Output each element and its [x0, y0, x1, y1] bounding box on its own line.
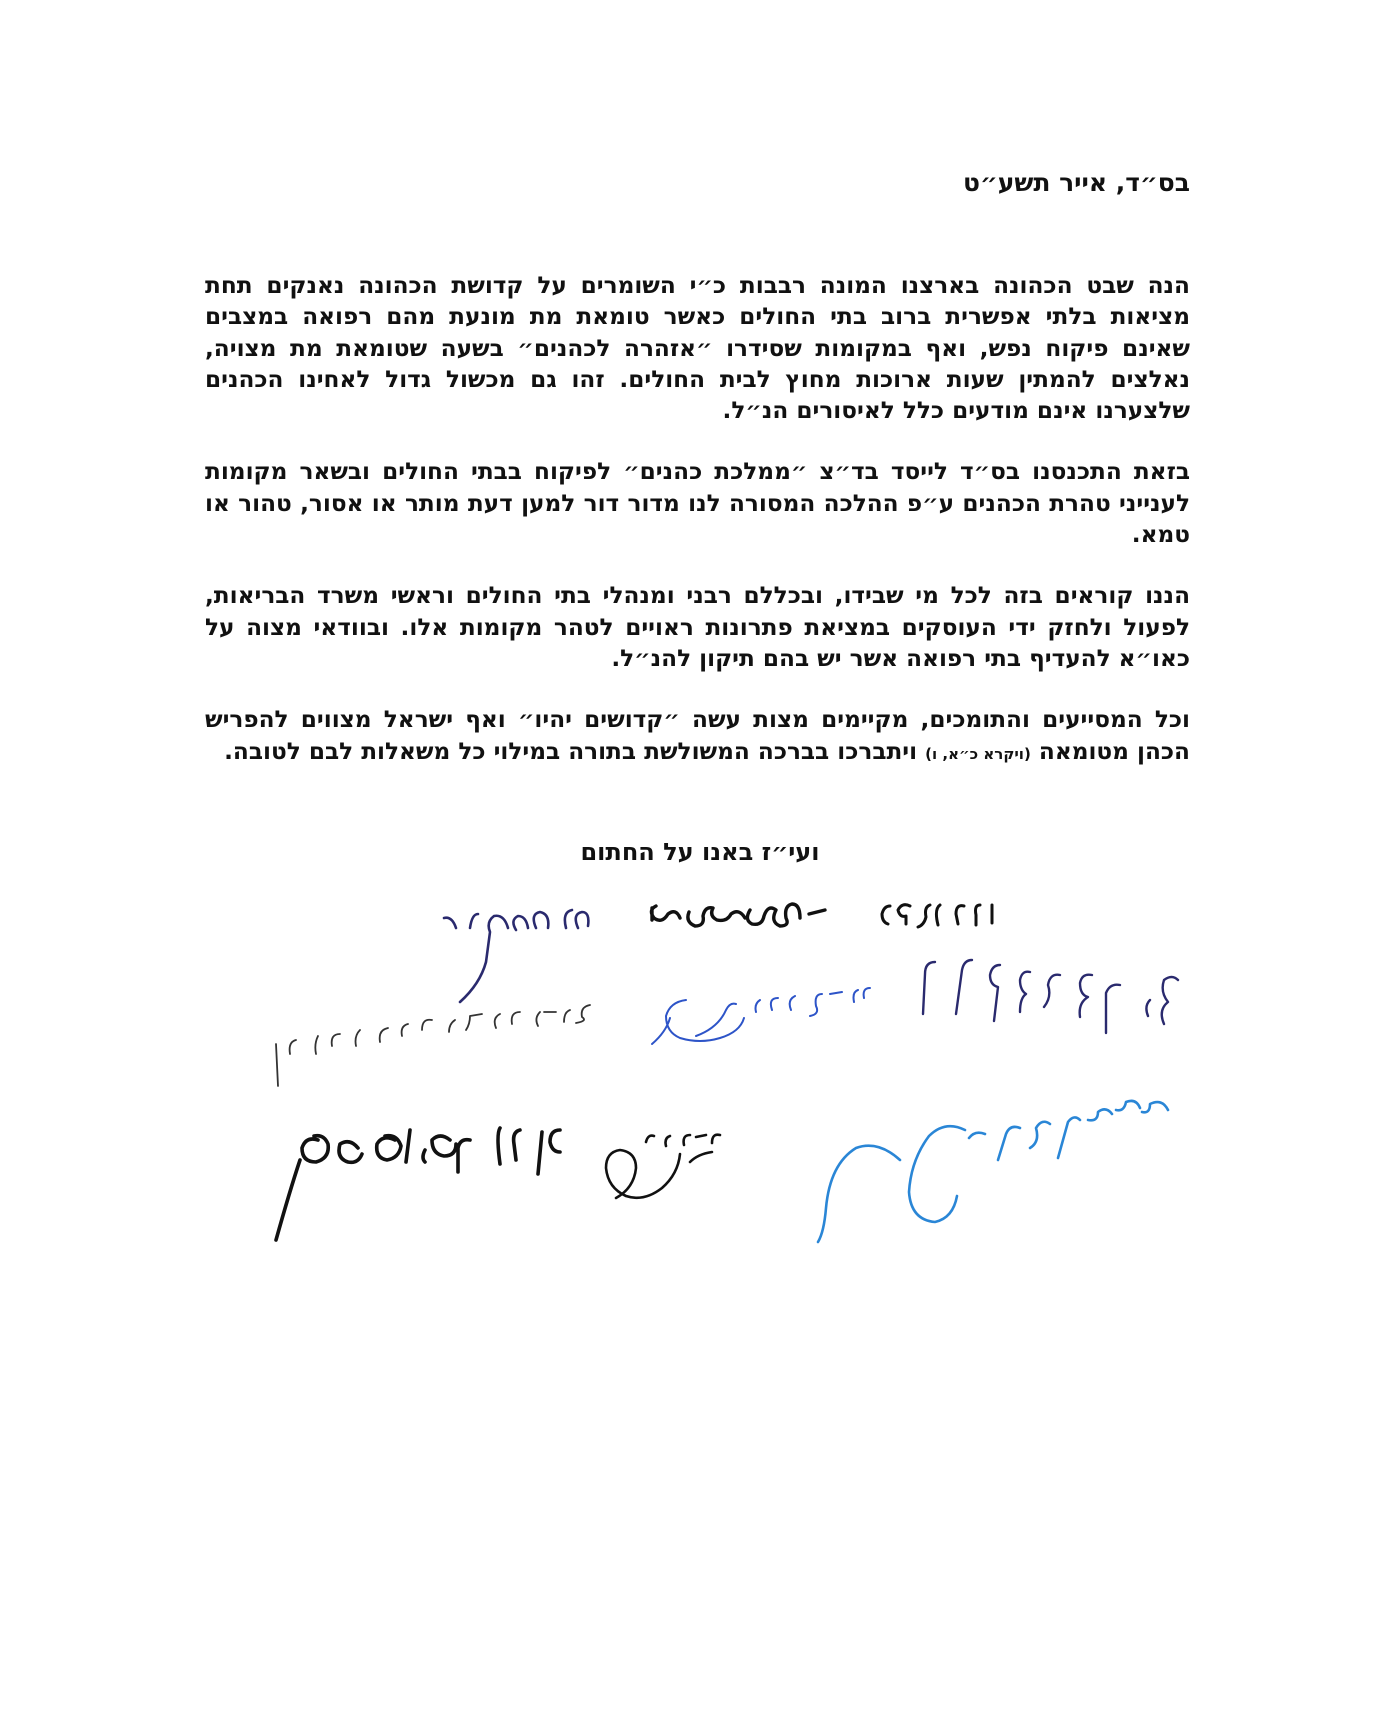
signature-4: [276, 1005, 590, 1086]
paragraph-4-text-b: ויתברכו בברכה המשולשת בתורה במילוי כל משאלות לבם לטובה.: [224, 737, 926, 765]
closing-line: ועי״ז באנו על החתום: [580, 838, 820, 866]
date-line: בס״ד, אייר תשע״ט: [963, 168, 1190, 197]
signature-3: [882, 905, 992, 927]
signature-1: [444, 910, 588, 1002]
paragraph-1: הנה שבט הכהונה בארצנו המונה רבבות כ״י השומרים על קדושת הכהונה נאנקים תחת מציאות בלתי אפשרית ברוב בתי החולים כאשר טומאת מת מונעת מהם רפואה במצבים שאינם פיקוח נפש, ואף במקומות שסידרו ״אזהרה לכהנים״ בשעה שטומאת מת מצויה, נאלצים להמתין שעות ארוכות מחוץ לבית החולים. זהו גם מכשול גדול לאחינו הכהנים שלצערנו אינם מודעים כלל לאיסורים הנ״ל.: [205, 272, 1190, 425]
signature-7: [276, 1128, 560, 1240]
signature-9: [818, 1101, 1168, 1242]
signature-2: [651, 904, 825, 926]
signature-6: [923, 960, 1178, 1033]
signature-8: [606, 1135, 720, 1198]
verse-reference: (ויקרא כ״א, ו): [925, 744, 1031, 763]
signature-5: [652, 988, 870, 1044]
paragraph-2: בזאת התכנסנו בס״ד לייסד בד״צ ״ממלכת כהנים״ לפיקוח בבתי החולים ובשאר מקומות לענייני טהרת הכהנים ע״פ ההלכה המסורה לנו מדור דור למען דעת מותר או אסור, טהור או טמא.: [205, 458, 1190, 549]
paragraph-4-text-a: וכל המסייעים והתומכים, מקיימים מצות עשה ״קדושים יהיו״ ואף ישראל מצווים להפריש הכהן מטומאה: [205, 706, 1190, 765]
paragraph-3: הננו קוראים בזה לכל מי שבידו, ובכללם רבני ומנהלי בתי החולים וראשי משרד הבריאות, לפעול ולחזק ידי העוסקים במציאת פתרונות ראויים לטהר מקומות אלו. ובוודאי מצוה על כאו״א להעדיף בתי רפואה אשר יש בהם תיקון להנ״ל.: [205, 582, 1190, 672]
